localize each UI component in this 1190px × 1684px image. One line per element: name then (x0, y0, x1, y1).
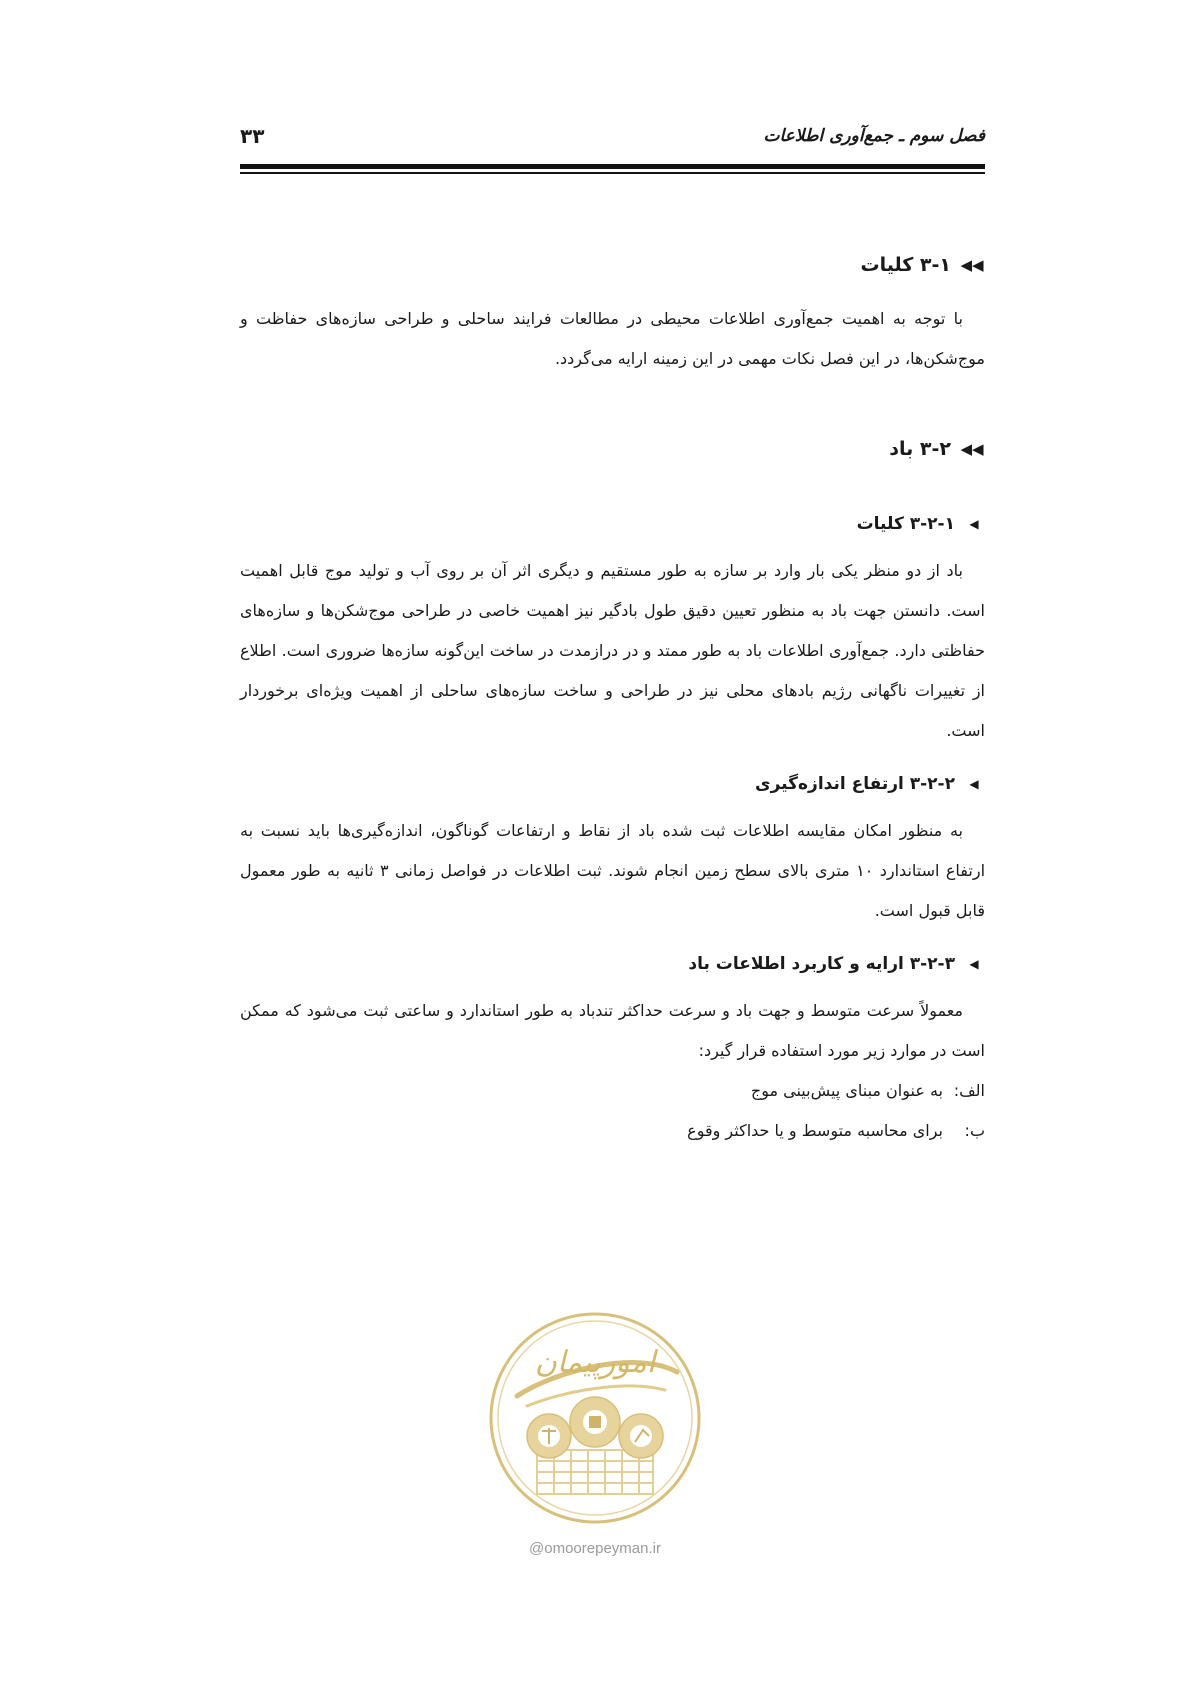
list-item (240, 1111, 985, 1151)
running-header (240, 126, 985, 152)
subsection-heading-text: ۳-۲-۳ ارایه و کاربرد اطلاعات باد (688, 954, 955, 974)
list-item-text: برای محاسبه متوسط و یا حداکثر وقوع (687, 1121, 943, 1140)
section-heading-3-1 (240, 245, 985, 285)
subsection-heading-text: ۳-۲-۱ کلیات (856, 514, 955, 534)
logo-wordmark: امورپیمان (534, 1345, 656, 1380)
subsection-heading-3-2-3 (240, 945, 985, 983)
arrow-icon: ◀ (969, 517, 979, 531)
watermark-caption: @omoorepeyman.ir (529, 1540, 661, 1557)
section-heading-text: ۳-۲ باد (889, 438, 951, 460)
paragraph-wind-general: باد از دو منظر یکی بار وارد بر سازه به طور مستقیم و دیگری اثر آن بر روی آب و تولید موج قابل اهمیت است. دانستن جهت باد به منظور تعیین دقیق طول بادگیر نیز اهمیت خاصی در طراحی موج‌شکن‌ها و سازه‌های حفاظتی دارد. جمع‌آوری اطلاعات باد به طور ممتد و در درازمدت در ساخت این‌گونه سازه‌ها ضروری است. اطلاع از تغییرات ناگهانی رژیم بادهای محلی نیز در طراحی و ساخت سازه‌های ساحلی از اهمیت ویژه‌ای برخوردار است. (240, 561, 985, 740)
arrow-icon: ◀ (969, 777, 979, 791)
subsection-heading-3-2-1 (240, 505, 985, 543)
list-item (240, 1071, 985, 1111)
header-rule-thin (240, 172, 985, 174)
watermark-logo (487, 1310, 703, 1526)
subsection-heading-text: ۳-۲-۲ ارتفاع اندازه‌گیری (755, 774, 955, 794)
page-number: ۳۳ (240, 124, 265, 148)
building-icon (589, 1416, 601, 1428)
subsection-heading-3-2-2 (240, 765, 985, 803)
section-heading-text: ۳-۱ کلیات (860, 254, 951, 276)
header-rule-thick (240, 164, 985, 169)
list-item-label: الف: (953, 1081, 985, 1100)
double-arrow-icon: ◀◀ (960, 256, 984, 274)
section-heading-3-2 (240, 429, 985, 469)
chapter-title: فصل سوم ـ جمع‌آوری اطلاعات (763, 126, 985, 146)
paragraph-general: با توجه به اهمیت جمع‌آوری اطلاعات محیطی در مطالعات فرایند ساحلی و طراحی سازه‌های حفاظت و موج‌شکن‌ها، در این فصل نکات مهمی در این زمینه ارایه می‌گردد. (240, 309, 985, 368)
paragraph-wind-data-usage: معمولاً سرعت متوسط و جهت باد و سرعت حداکثر تندباد به طور استاندارد و ساعتی ثبت می‌شود که ممکن است در موارد زیر مورد استفاده قرار گیرد: (240, 1001, 985, 1060)
double-arrow-icon: ◀◀ (960, 440, 984, 458)
page-body (240, 245, 985, 1151)
paragraph-measurement-height: به منظور امکان مقایسه اطلاعات ثبت شده باد از نقاط و ارتفاعات گوناگون، اندازه‌گیری‌ها باید نسبت به ارتفاع استاندارد ۱۰ متری بالای سطح زمین انجام شوند. ثبت اطلاعات در فواصل زمانی ۳ ثانیه به طور معمول قابل قبول است. (240, 821, 986, 920)
list-item-text: به عنوان مبنای پیش‌بینی موج (750, 1081, 943, 1100)
arrow-icon: ◀ (969, 957, 979, 971)
list-item-label: ب: (964, 1121, 985, 1140)
